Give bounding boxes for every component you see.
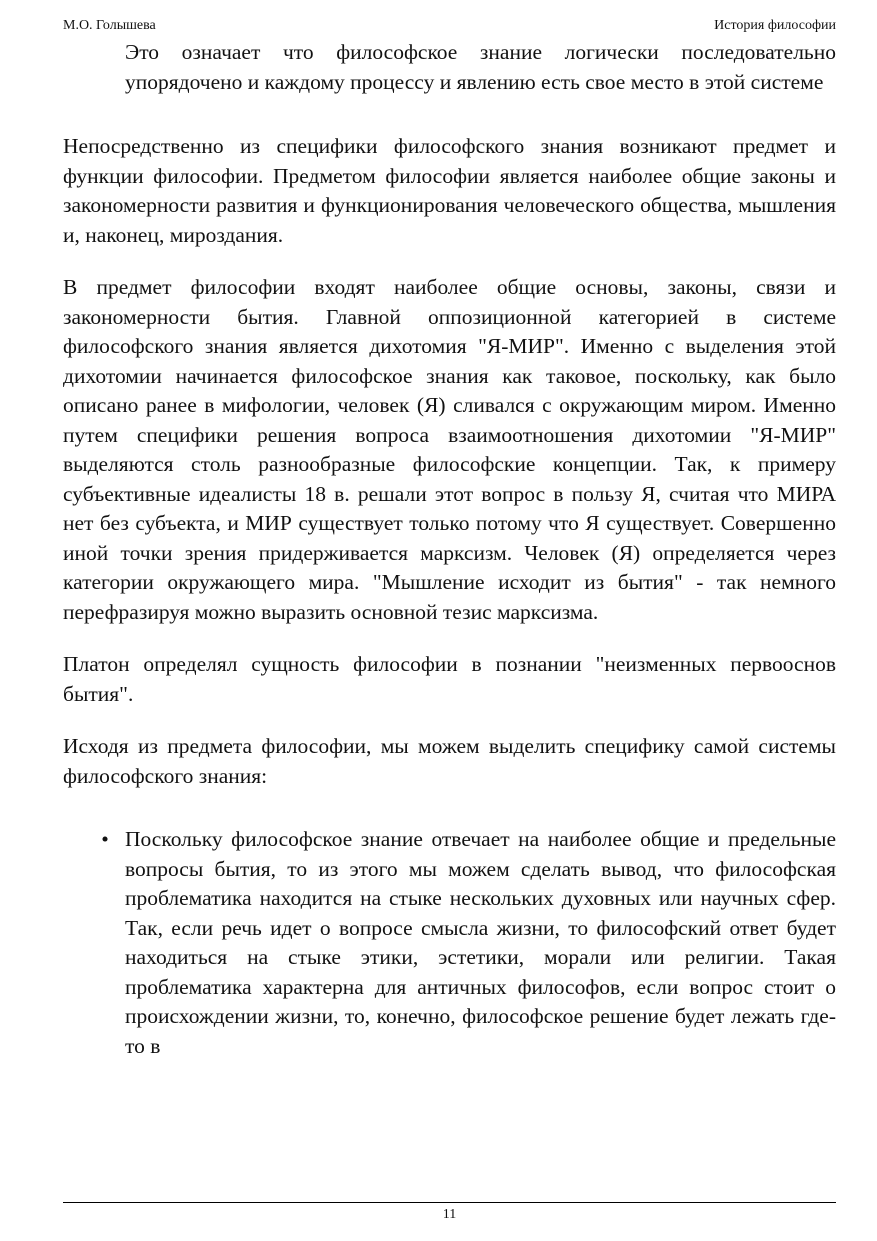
- header-author: М.О. Голышева: [63, 18, 156, 33]
- footer-divider: [63, 1202, 836, 1203]
- page-number: 11: [442, 1207, 457, 1222]
- paragraph-specifics-intro: Исходя из предмета философии, мы можем выделить специфику самой системы философского знания:: [63, 734, 836, 788]
- list-item: [63, 825, 836, 1061]
- paragraph-subject-of-philosophy: Непосредственно из специфики философского знания возникают предмет и функции философии. Предметом философии является наиболее общие законы и закономерности развития и функционирования человеческого общества, мышления и, наконец, мироздания.: [63, 134, 836, 247]
- page-body: [63, 38, 836, 1061]
- running-header: [63, 16, 836, 36]
- paragraph-intro-continuation: Это означает что философское знание логически последовательно упорядочено и каждому процессу и явлению есть свое место в этой системе: [125, 40, 836, 94]
- paragraph-plato: Платон определял сущность философии в познании "неизменных первооснов бытия".: [63, 652, 836, 706]
- list-item-text: Поскольку философское знание отвечает на наиболее общие и предельные вопросы бытия, то из этого мы можем сделать вывод, что философская проблематика находится на стыке нескольких духовных или научных сфер. Так, если речь идет о вопросе смысла жизни, то философский ответ будет находиться на стыке этики, эстетики, морали или религии. Такая проблематика характерна для античных философов, если вопрос стоит о происхождении жизни, то, конечно, философское решение будет лежать где-то в: [125, 827, 836, 1058]
- paragraph-dichotomy: В предмет философии входят наиболее общие основы, законы, связи и закономерности бытия. Главной оппозиционной категорией в системе философского знания является дихотомия "Я-МИР". Именно с выделения этой дихотомии начинается философское знания как таковое, поскольку, как было описано ранее в мифологии, человек (Я) сливался с окружающим миром. Именно путем специфики решения вопроса взаимоотношения дихотомии "Я-МИР" выделяются столь разнообразные философские концепции. Так, к примеру субъективные идеалисты 18 в. решали этот вопрос в пользу Я, считая что МИРА нет без субъекта, и МИР существует только потому что Я существует. Совершенно иной точки зрения придерживается марксизм. Человек (Я) определяется через категории окружающего мира. "Мышление исходит из бытия" - так немного перефразируя можно выразить основной тезис марксизма.: [63, 275, 836, 624]
- bullet-marker: •: [101, 827, 109, 851]
- header-book-title: История философии: [714, 18, 836, 33]
- bullet-list: [63, 825, 836, 1061]
